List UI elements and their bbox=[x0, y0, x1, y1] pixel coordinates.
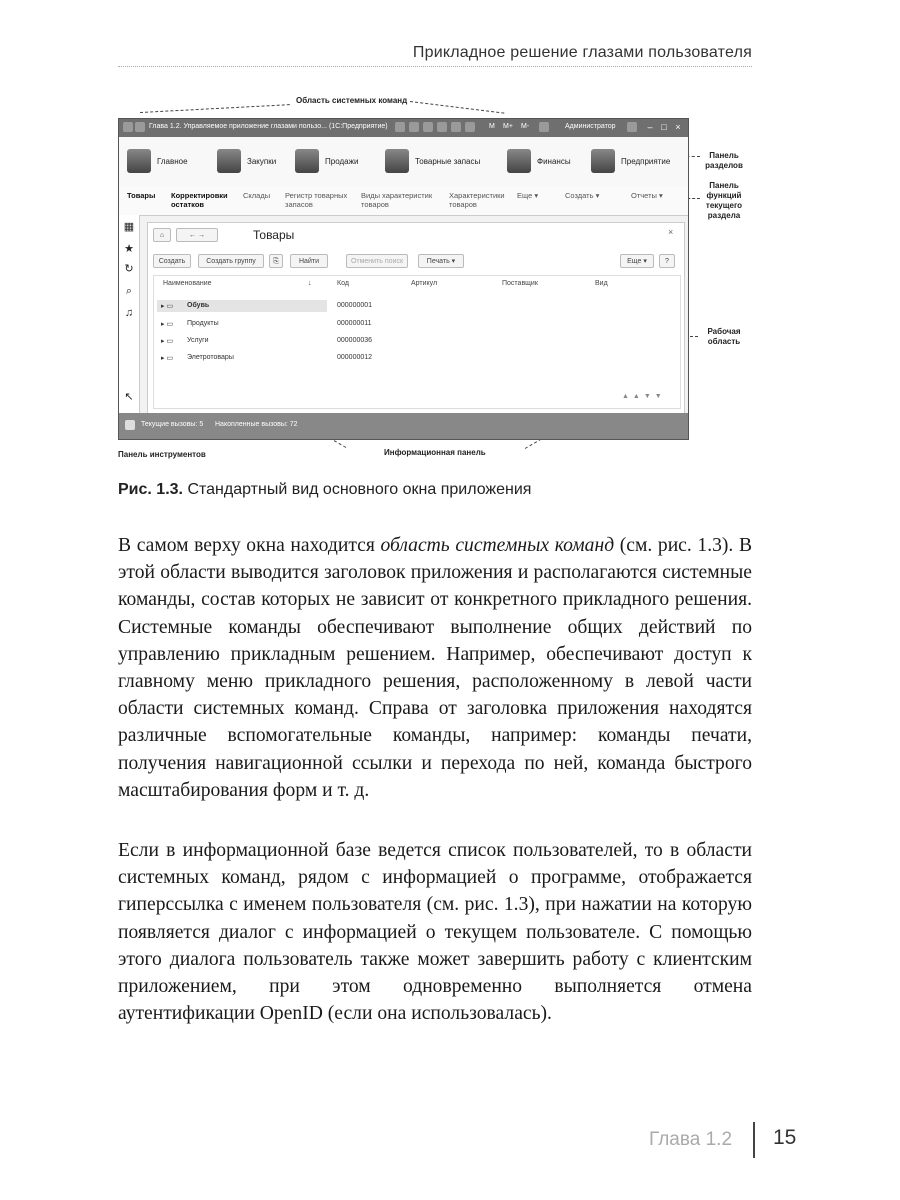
copy-icon[interactable] bbox=[465, 122, 475, 132]
form-title: Товары bbox=[253, 228, 295, 242]
memory-button-mplus[interactable]: M+ bbox=[503, 123, 513, 130]
more-button[interactable]: Еще ▾ bbox=[620, 254, 654, 268]
save-icon[interactable] bbox=[409, 122, 419, 132]
system-commands-bar bbox=[119, 119, 688, 137]
folder-icon: ▸ ▭ bbox=[161, 321, 174, 328]
create-button[interactable]: Создать bbox=[153, 254, 191, 268]
user-link[interactable]: Администратор bbox=[565, 123, 616, 130]
func-characteristics[interactable]: Характеристики товаров bbox=[449, 191, 505, 209]
enterprise-section-icon bbox=[591, 149, 615, 173]
column-header[interactable]: Поставщик bbox=[502, 280, 538, 287]
app-logo-icon[interactable] bbox=[123, 122, 133, 132]
column-header[interactable]: Артикул bbox=[411, 280, 438, 287]
section-sales[interactable]: Продажи bbox=[295, 145, 358, 177]
info-icon[interactable] bbox=[627, 122, 637, 132]
sections-panel bbox=[119, 137, 688, 186]
grid-icon[interactable]: ▦ bbox=[123, 221, 135, 233]
memory-button-m[interactable]: M bbox=[489, 123, 495, 130]
section-inventory[interactable]: Товарные запасы bbox=[385, 145, 480, 177]
table-row-name[interactable]: Услуги bbox=[187, 337, 209, 344]
footer-chapter: Глава 1.2 bbox=[649, 1129, 733, 1150]
tools-toggle-icon[interactable]: ↖ bbox=[124, 391, 134, 403]
table-row-name[interactable]: Элетротовары bbox=[187, 354, 234, 361]
callout-line bbox=[410, 101, 504, 114]
footer-divider bbox=[753, 1122, 755, 1158]
print-button[interactable]: Печать ▾ bbox=[418, 254, 464, 268]
tools-icon[interactable] bbox=[125, 420, 135, 430]
callout-line bbox=[140, 104, 290, 113]
table-row-name[interactable]: Продукты bbox=[187, 320, 219, 327]
folder-icon: ▸ ▭ bbox=[161, 355, 174, 362]
func-reports[interactable]: Отчеты ▾ bbox=[631, 191, 663, 200]
header-rule bbox=[118, 66, 752, 67]
purchases-section-icon bbox=[217, 149, 241, 173]
figure-caption bbox=[118, 481, 531, 499]
copy-icon[interactable]: ⎘ bbox=[269, 254, 283, 268]
callout-sections-panel: Панель разделов bbox=[705, 151, 743, 170]
create-group-button[interactable]: Создать группу bbox=[198, 254, 264, 268]
work-area bbox=[147, 222, 685, 414]
print-icon[interactable] bbox=[395, 122, 405, 132]
func-characteristic-types[interactable]: Виды характеристик товаров bbox=[361, 191, 433, 209]
callout-info-panel: Информационная панель bbox=[384, 448, 486, 457]
sales-section-icon bbox=[295, 149, 319, 173]
paragraph-2: Если в информационной базе ведется список пользователей, то в области системных команд, рядом с информацией о программе, отображается гиперссылка с именем пользователя (см. рис. 1.3), при нажатии на которую появляется диалог с информацией о текущем пользователе. С помощью этого диалога пользователь также может завершить работу с клиентским приложением, при этом одновременно выполняется отмена аутентификации OpenID (если она использовалась). bbox=[118, 840, 752, 1025]
folder-icon: ▸ ▭ bbox=[161, 338, 174, 345]
zoom-icon[interactable] bbox=[539, 122, 549, 132]
table-row-code: 000000012 bbox=[337, 354, 373, 361]
accumulated-calls: Накопленные вызовы: 72 bbox=[215, 421, 298, 428]
close-form-icon[interactable]: × bbox=[668, 227, 674, 237]
func-inventory-register[interactable]: Регистр товарных запасов bbox=[285, 191, 348, 209]
calculator-icon[interactable] bbox=[451, 122, 461, 132]
table-row-name[interactable]: Обувь bbox=[187, 302, 210, 309]
callout-system-commands: Область системных команд bbox=[296, 96, 408, 105]
scroll-arrows-icon[interactable]: ▲▲▼▼ bbox=[622, 393, 666, 400]
page-number: 15 bbox=[773, 1126, 797, 1149]
maximize-icon[interactable]: □ bbox=[661, 122, 667, 132]
func-warehouses[interactable]: Склады bbox=[243, 191, 271, 200]
main-section-icon bbox=[127, 149, 151, 173]
back-forward-icon[interactable]: ← → bbox=[176, 228, 218, 242]
star-icon[interactable]: ★ bbox=[124, 243, 134, 255]
finance-section-icon bbox=[507, 149, 531, 173]
column-header[interactable]: Код bbox=[337, 280, 349, 287]
cancel-search-button[interactable]: Отменить поиск bbox=[346, 254, 408, 268]
search-icon[interactable]: ⌕ bbox=[125, 285, 133, 297]
callout-tools-panel: Панель инструментов bbox=[118, 450, 206, 459]
term-system-commands: область системных команд bbox=[380, 535, 615, 556]
func-create[interactable]: Создать ▾ bbox=[565, 191, 600, 200]
help-button[interactable]: ? bbox=[659, 254, 675, 268]
caption-text: Стандартный вид основного окна приложения bbox=[187, 481, 532, 498]
inventory-section-icon bbox=[385, 149, 409, 173]
func-more[interactable]: Еще ▾ bbox=[517, 191, 539, 200]
memory-button-mminus[interactable]: M- bbox=[521, 123, 530, 130]
row-highlight bbox=[157, 300, 327, 312]
bell-icon[interactable]: ♫ bbox=[124, 307, 134, 319]
goods-table bbox=[153, 275, 681, 409]
column-header[interactable]: Вид bbox=[595, 280, 608, 287]
column-header[interactable]: Наименование bbox=[163, 280, 212, 287]
func-goods[interactable]: Товары bbox=[127, 191, 156, 200]
callout-work-area: Рабочая область bbox=[707, 327, 741, 346]
callout-functions-panel: Панель функций текущего раздела bbox=[705, 181, 743, 220]
functions-panel bbox=[119, 185, 688, 216]
link-icon[interactable] bbox=[423, 122, 433, 132]
paragraph-1: В самом верху окна находится область системных команд (см. рис. 1.3). В этой области выводится заголовок приложения и располагаются системные команды, состав которых не зависит от конкретного прикладного решения. Системные команды обеспечивают выполнение общих действий по управлению прикладным решением. Например, обеспечивают доступ к главному меню прикладного решения, расположенному в левой части области системных команд. Справа от заголовка приложения находятся различные вспомогательные команды, например: команды печати, получения навигационной ссылки и перехода по ней, команда быстрого масштабирования форм и т. д. bbox=[118, 535, 753, 801]
close-icon[interactable]: × bbox=[675, 122, 681, 132]
sort-icon[interactable]: ↓ bbox=[308, 280, 312, 287]
section-main[interactable]: Главное bbox=[127, 145, 188, 177]
app-window bbox=[118, 118, 689, 440]
table-row-code: 000000001 bbox=[337, 302, 373, 309]
func-adjustments[interactable]: Корректировки остатков bbox=[171, 191, 228, 209]
history-icon[interactable]: ↻ bbox=[124, 263, 134, 275]
window-title: Глава 1.2. Управляемое приложение глазами пользо... (1С:Предприятие) bbox=[149, 123, 388, 130]
home-icon[interactable]: ⌂ bbox=[153, 228, 171, 242]
current-calls: Текущие вызовы: 5 bbox=[141, 421, 204, 428]
caption-label: Рис. 1.3. bbox=[118, 481, 183, 498]
tools-panel bbox=[119, 215, 140, 413]
main-menu-icon[interactable] bbox=[135, 122, 145, 132]
table-row-code: 000000011 bbox=[337, 320, 372, 327]
running-header: Прикладное решение глазами пользователя bbox=[412, 44, 752, 61]
find-button[interactable]: Найти bbox=[290, 254, 328, 268]
section-enterprise[interactable]: Предприятие bbox=[591, 145, 670, 177]
section-purchases[interactable]: Закупки bbox=[217, 145, 276, 177]
table-row-code: 000000036 bbox=[337, 337, 373, 344]
folder-icon: ▸ ▭ bbox=[161, 303, 174, 310]
minimize-icon[interactable]: – bbox=[647, 122, 653, 132]
calendar-icon[interactable] bbox=[437, 122, 447, 132]
info-panel bbox=[119, 413, 688, 439]
section-finance[interactable]: Финансы bbox=[507, 145, 571, 177]
